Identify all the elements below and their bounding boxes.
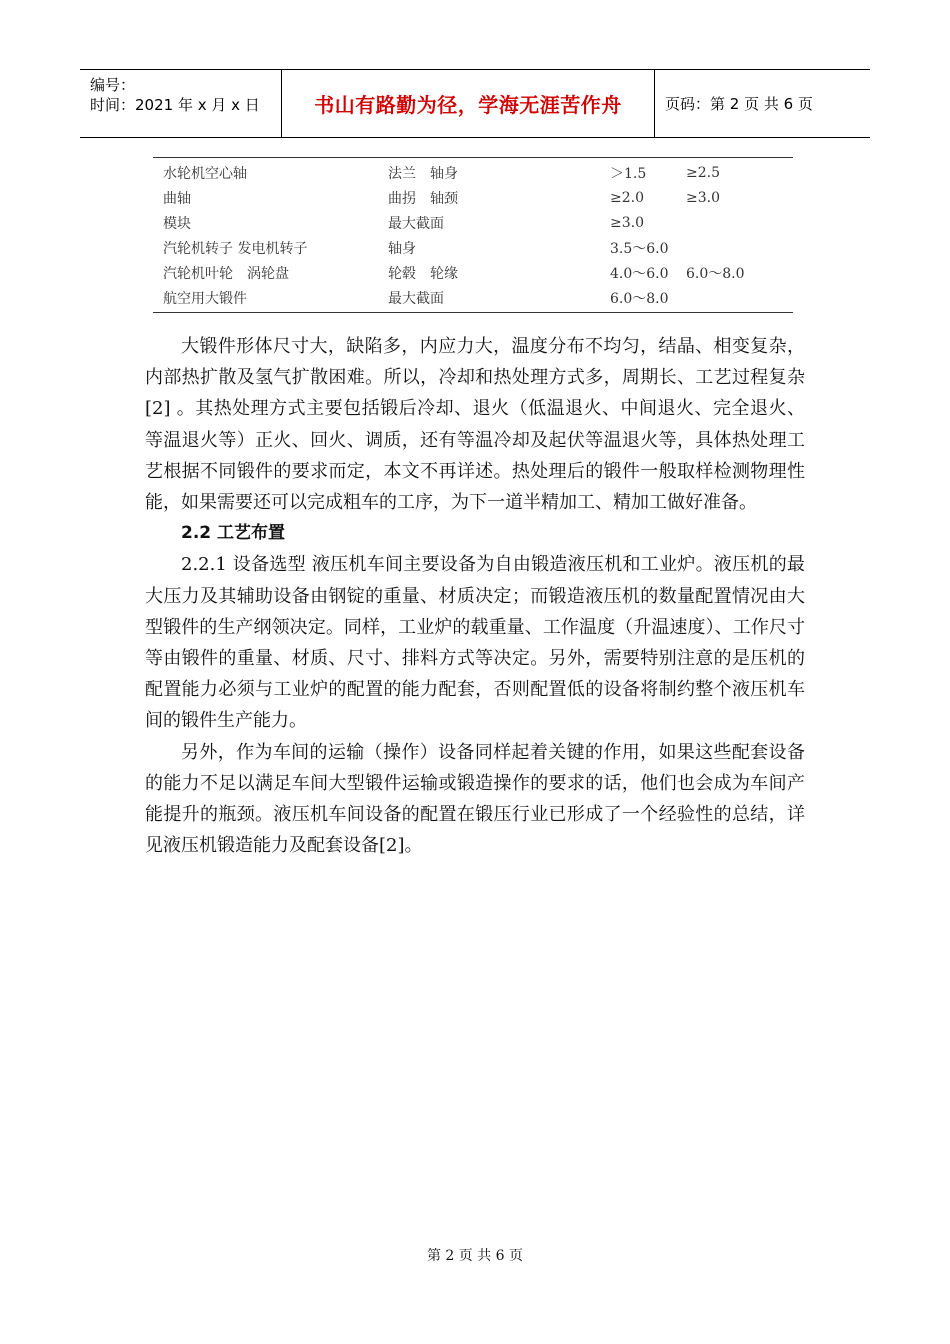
table-cell: 3.5～6.0 [610,240,669,257]
table-cell: 轴身 [388,240,416,257]
table-cell: 曲轴 [163,190,191,207]
table-row [153,285,793,310]
table-cell: ＞1.5 [610,165,647,182]
document-number: 编号： [90,76,136,94]
table-row [153,185,793,210]
table-cell: 模块 [163,215,191,232]
table-cell: ≥3.0 [610,214,644,231]
header-meta [80,70,282,137]
table-cell: 4.0～6.0 [610,265,669,282]
document-date: 时间：2021 年 x 月 x 日 [90,96,260,114]
table-cell: 曲拐 轴颈 [388,190,458,207]
table-cell: 6.0～8.0 [686,265,745,282]
body-text [145,331,805,861]
table-cell: 航空用大锻件 [163,290,247,307]
page-header [80,69,870,138]
section-heading: 2.2 工艺布置 [181,523,286,544]
table-cell: 6.0～8.0 [610,290,669,307]
header-motto: 书山有路勤为径，学海无涯苦作舟 [282,70,655,137]
page-footer: 第 2 页 共 6 页 [426,1248,524,1264]
paragraph: 大锻件形体尺寸大，缺陷多，内应力大，温度分布不均匀，结晶、相变复杂，内部热扩散及氢气扩散困难。所以，冷却和热处理方式多，周期长、工艺过程复杂[2] 。其热处理方式主要包括锻后冷却、退火（低温退火、中间退火、完全退火、等温退火等）正火、回火、调质，还有等温冷却及起伏等温退火等，具体热处理工艺根据不同锻件的要求而定，本文不再详述。热处理后的锻件一般取样检测物理性能，如果需要还可以完成粗车的工序，为下一道半精加工、精加工做好准备。 [145,336,805,514]
table-cell: ≥2.0 [610,189,644,206]
table-row [153,160,793,185]
forging-table [153,157,793,313]
table-cell: ≥3.0 [686,189,720,206]
table-row [153,210,793,235]
table-cell: 最大截面 [388,215,444,232]
table-cell: 最大截面 [388,290,444,307]
table-cell: 汽轮机叶轮 涡轮盘 [163,265,289,282]
table-cell: ≥2.5 [686,164,720,181]
table-cell: 水轮机空心轴 [163,165,247,182]
table-cell: 汽轮机转子 发电机转子 [163,240,308,257]
table-row [153,260,793,285]
table-cell: 法兰 轴身 [388,165,458,182]
paragraph: 另外，作为车间的运输（操作）设备同样起着关键的作用，如果这些配套设备的能力不足以满足车间大型锻件运输或锻造操作的要求的话，他们也会成为车间产能提升的瓶颈。液压机车间设备的配置在锻压行业已形成了一个经验性的总结，详见液压机锻造能力及配套设备[2]。 [145,741,805,857]
header-page-info: 页码：第 2 页 共 6 页 [665,95,813,113]
table-cell: 轮毂 轮缘 [388,265,458,282]
table-row [153,235,793,260]
paragraph: 2.2.1 设备选型 液压机车间主要设备为自由锻造液压机和工业炉。液压机的最大压力及其辅助设备由钢锭的重量、材质决定；而锻造液压机的数量配置情况由大型锻件的生产纲领决定。同样，工业炉的载重量、工作温度（升温速度）、工作尺寸等由锻件的重量、材质、尺寸、排料方式等决定。另外，需要特别注意的是压机的配置能力必须与工业炉的配置的能力配套，否则配置低的设备将制约整个液压机车间的锻件生产能力。 [145,554,805,732]
